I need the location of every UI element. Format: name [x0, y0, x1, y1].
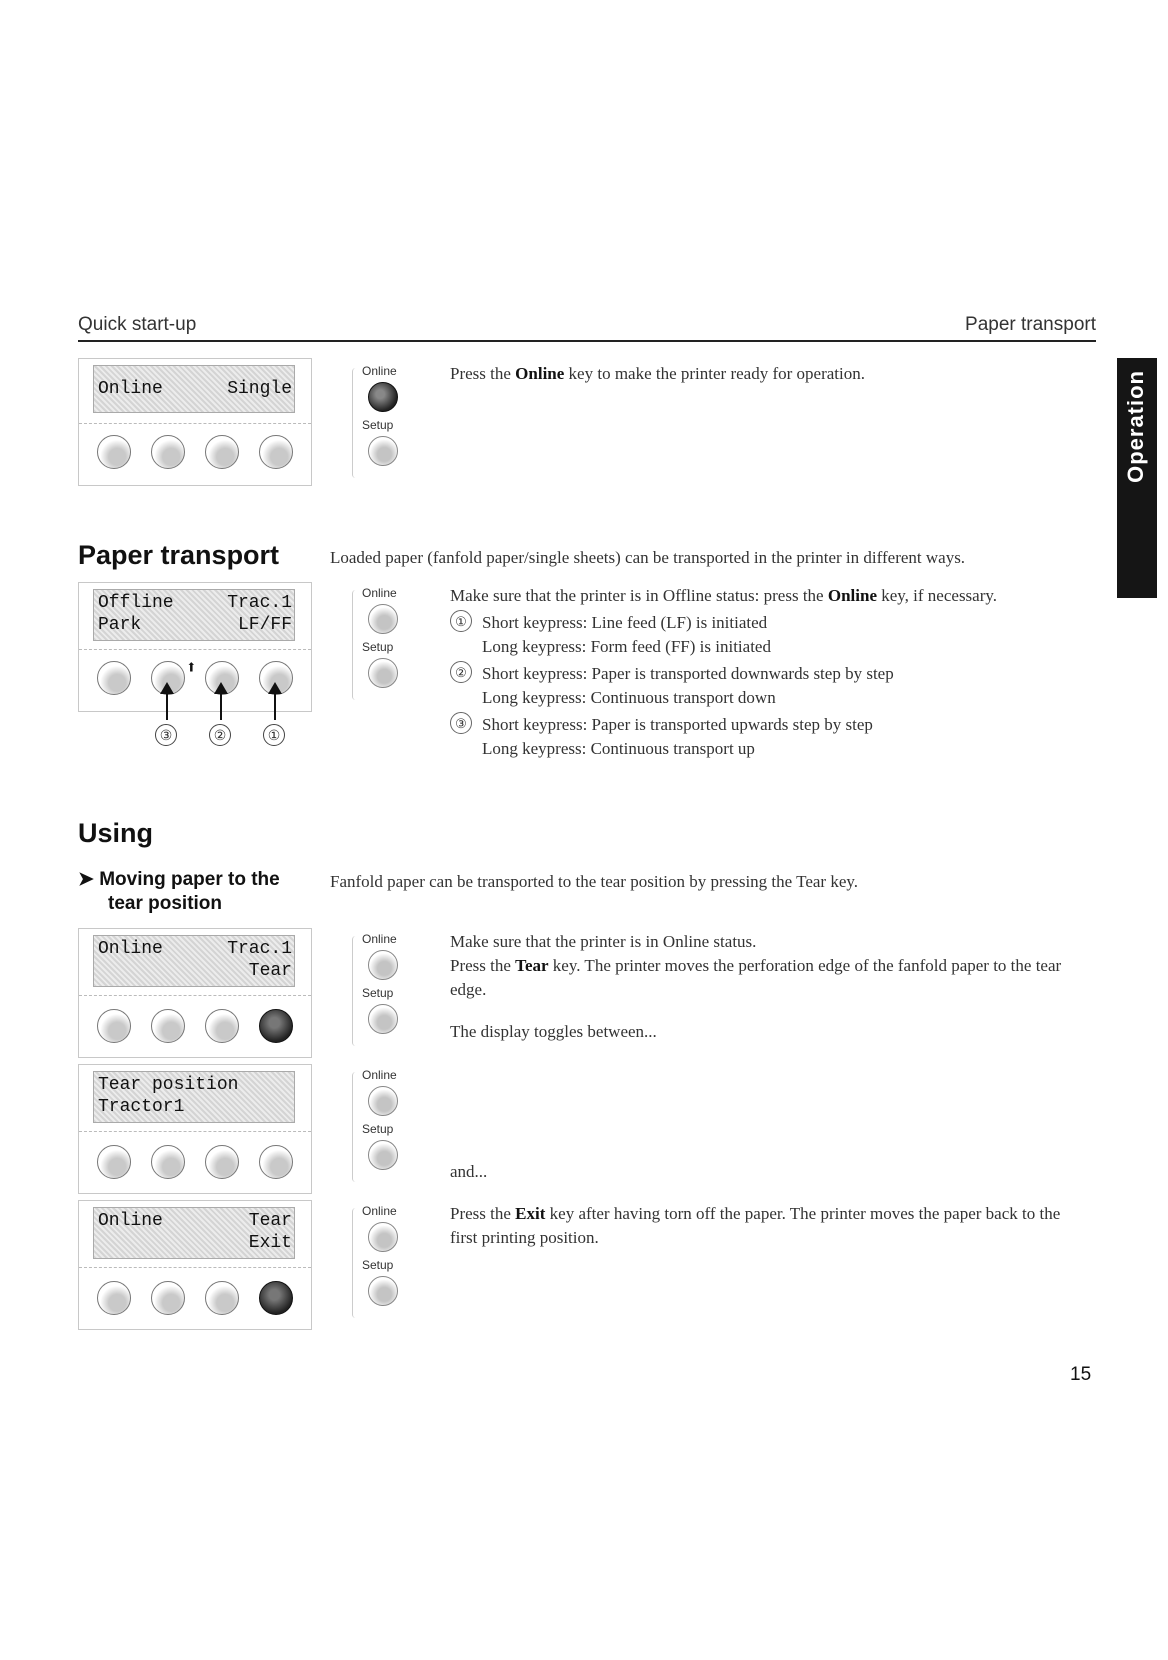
lcd-display: [93, 1207, 295, 1259]
online-button[interactable]: [368, 1222, 398, 1252]
online-setup-panel: [348, 364, 418, 484]
panel-key-1[interactable]: [97, 435, 131, 469]
online-setup-panel: [348, 586, 418, 706]
and-text: and...: [450, 1162, 488, 1181]
control-panel-tear-position: [78, 1064, 312, 1194]
lcd-display: [93, 589, 295, 679]
lcd-text: Single: [227, 379, 292, 399]
lcd-text: Online: [98, 939, 163, 959]
online-label: Online: [362, 586, 397, 600]
online-label: Online: [362, 1068, 397, 1082]
lcd-text: Online: [98, 1211, 163, 1231]
lcd-text: Online: [98, 379, 163, 399]
online-setup-panel: [348, 1204, 418, 1324]
online-button[interactable]: [368, 604, 398, 634]
section-title-paper-transport: Paper transport: [78, 540, 280, 570]
lcd-display: [93, 1071, 295, 1123]
lcd-display: [93, 365, 295, 413]
setup-label: Setup: [362, 1122, 394, 1136]
panel-key-2[interactable]: [151, 1281, 185, 1315]
exit-key-name: Exit: [515, 1204, 546, 1223]
transport-step: ① Short keypress: Line feed (LF) is initiated Long keypress: Form feed (FF) is initiated: [450, 610, 1040, 659]
transport-step: ② Short keypress: Paper is transported downwards step by step Long keypress: Continuous transport down: [450, 661, 1040, 710]
transport-instructions: [450, 584, 1040, 761]
online-setup-panel: [348, 932, 418, 1052]
lcd-text: Tear: [248, 961, 292, 981]
lcd-text: Tractor1: [98, 1097, 185, 1117]
tear-key[interactable]: [259, 1009, 293, 1043]
lcd-text: Offline: [98, 593, 174, 613]
setup-button[interactable]: [368, 1004, 398, 1034]
panel-key-4[interactable]: [259, 1145, 293, 1179]
setup-label: Setup: [362, 1258, 394, 1272]
tear-instructions: Make sure that the printer is in Online status. Press the Tear key. The printer moves the perforation edge of the fanfold paper to the tear edge. The display toggles between...: [450, 932, 1062, 1041]
panel-key-3[interactable]: [205, 1281, 239, 1315]
control-panel-exit: [78, 1200, 312, 1330]
panel-key-1[interactable]: [97, 661, 131, 695]
lcd-display: [93, 935, 295, 987]
setup-button[interactable]: [368, 1140, 398, 1170]
transport-prerequisite: Make sure that the printer is in Offline status: press the Online key, if necessary.: [450, 586, 998, 605]
setup-button[interactable]: [368, 658, 398, 688]
panel-key-3[interactable]: [205, 1145, 239, 1179]
arrow-right-icon: ➤: [78, 869, 94, 890]
lcd-text: Tear position: [98, 1075, 239, 1095]
online-label: Online: [362, 364, 397, 378]
lcd-text: Trac.1: [227, 939, 292, 959]
header-left: Quick start-up: [78, 314, 197, 335]
lcd-text: Park: [98, 615, 142, 635]
online-button[interactable]: [368, 1086, 398, 1116]
arrow-up-icon: ⬆: [186, 659, 197, 679]
callout-2: ②: [209, 724, 231, 746]
online-label: Online: [362, 1204, 397, 1218]
exit-instructions: Press the Exit key after having torn off the paper. The printer moves the paper back to the first printing position.: [450, 1204, 1061, 1247]
header-rule: [78, 340, 1096, 342]
exit-key[interactable]: [259, 1281, 293, 1315]
intro-text: Press the Online key to make the printer ready for operation.: [450, 364, 865, 383]
setup-button[interactable]: [368, 1276, 398, 1306]
side-tab-label: Operation: [1123, 370, 1148, 483]
lcd-text: Tear: [248, 1211, 292, 1231]
subsection-title: ➤ Moving paper to the tear position: [78, 869, 280, 914]
panel-key-3[interactable]: [205, 1009, 239, 1043]
online-label: Online: [362, 932, 397, 946]
panel-key-2[interactable]: [151, 1145, 185, 1179]
lcd-text: Exit: [248, 1233, 292, 1253]
online-button[interactable]: [368, 382, 398, 412]
using-intro: Fanfold paper can be transported to the tear position by pressing the Tear key.: [330, 872, 859, 891]
page-number: 15: [1070, 1364, 1092, 1385]
side-tab: [1117, 358, 1157, 598]
panel-key-2[interactable]: [151, 435, 185, 469]
online-key-name: Online: [827, 586, 877, 605]
control-panel-intro: [78, 358, 312, 486]
lcd-text: Trac.1: [227, 593, 292, 613]
callout-3: ③: [155, 724, 177, 746]
online-button[interactable]: [368, 950, 398, 980]
panel-key-1[interactable]: [97, 1009, 131, 1043]
panel-key-3[interactable]: [205, 435, 239, 469]
lcd-text: LF/FF: [237, 615, 292, 635]
setup-label: Setup: [362, 640, 394, 654]
section-title-using: Using: [78, 818, 154, 848]
panel-key-4[interactable]: [259, 435, 293, 469]
setup-button[interactable]: [368, 436, 398, 466]
online-setup-panel: [348, 1068, 418, 1188]
panel-key-2[interactable]: [151, 1009, 185, 1043]
panel-key-1[interactable]: [97, 1145, 131, 1179]
setup-label: Setup: [362, 418, 394, 432]
header-right: Paper transport: [965, 314, 1096, 335]
panel-key-1[interactable]: [97, 1281, 131, 1315]
control-panel-tear: [78, 928, 312, 1058]
callout-1: ①: [263, 724, 285, 746]
transport-step: ③ Short keypress: Paper is transported upwards step by step Long keypress: Continuous transport up: [450, 712, 1040, 761]
online-key-name: Online: [515, 364, 565, 383]
setup-label: Setup: [362, 986, 394, 1000]
paper-transport-intro: Loaded paper (fanfold paper/single sheets) can be transported in the printer in different ways.: [330, 548, 966, 567]
tear-key-name: Tear: [515, 956, 549, 975]
